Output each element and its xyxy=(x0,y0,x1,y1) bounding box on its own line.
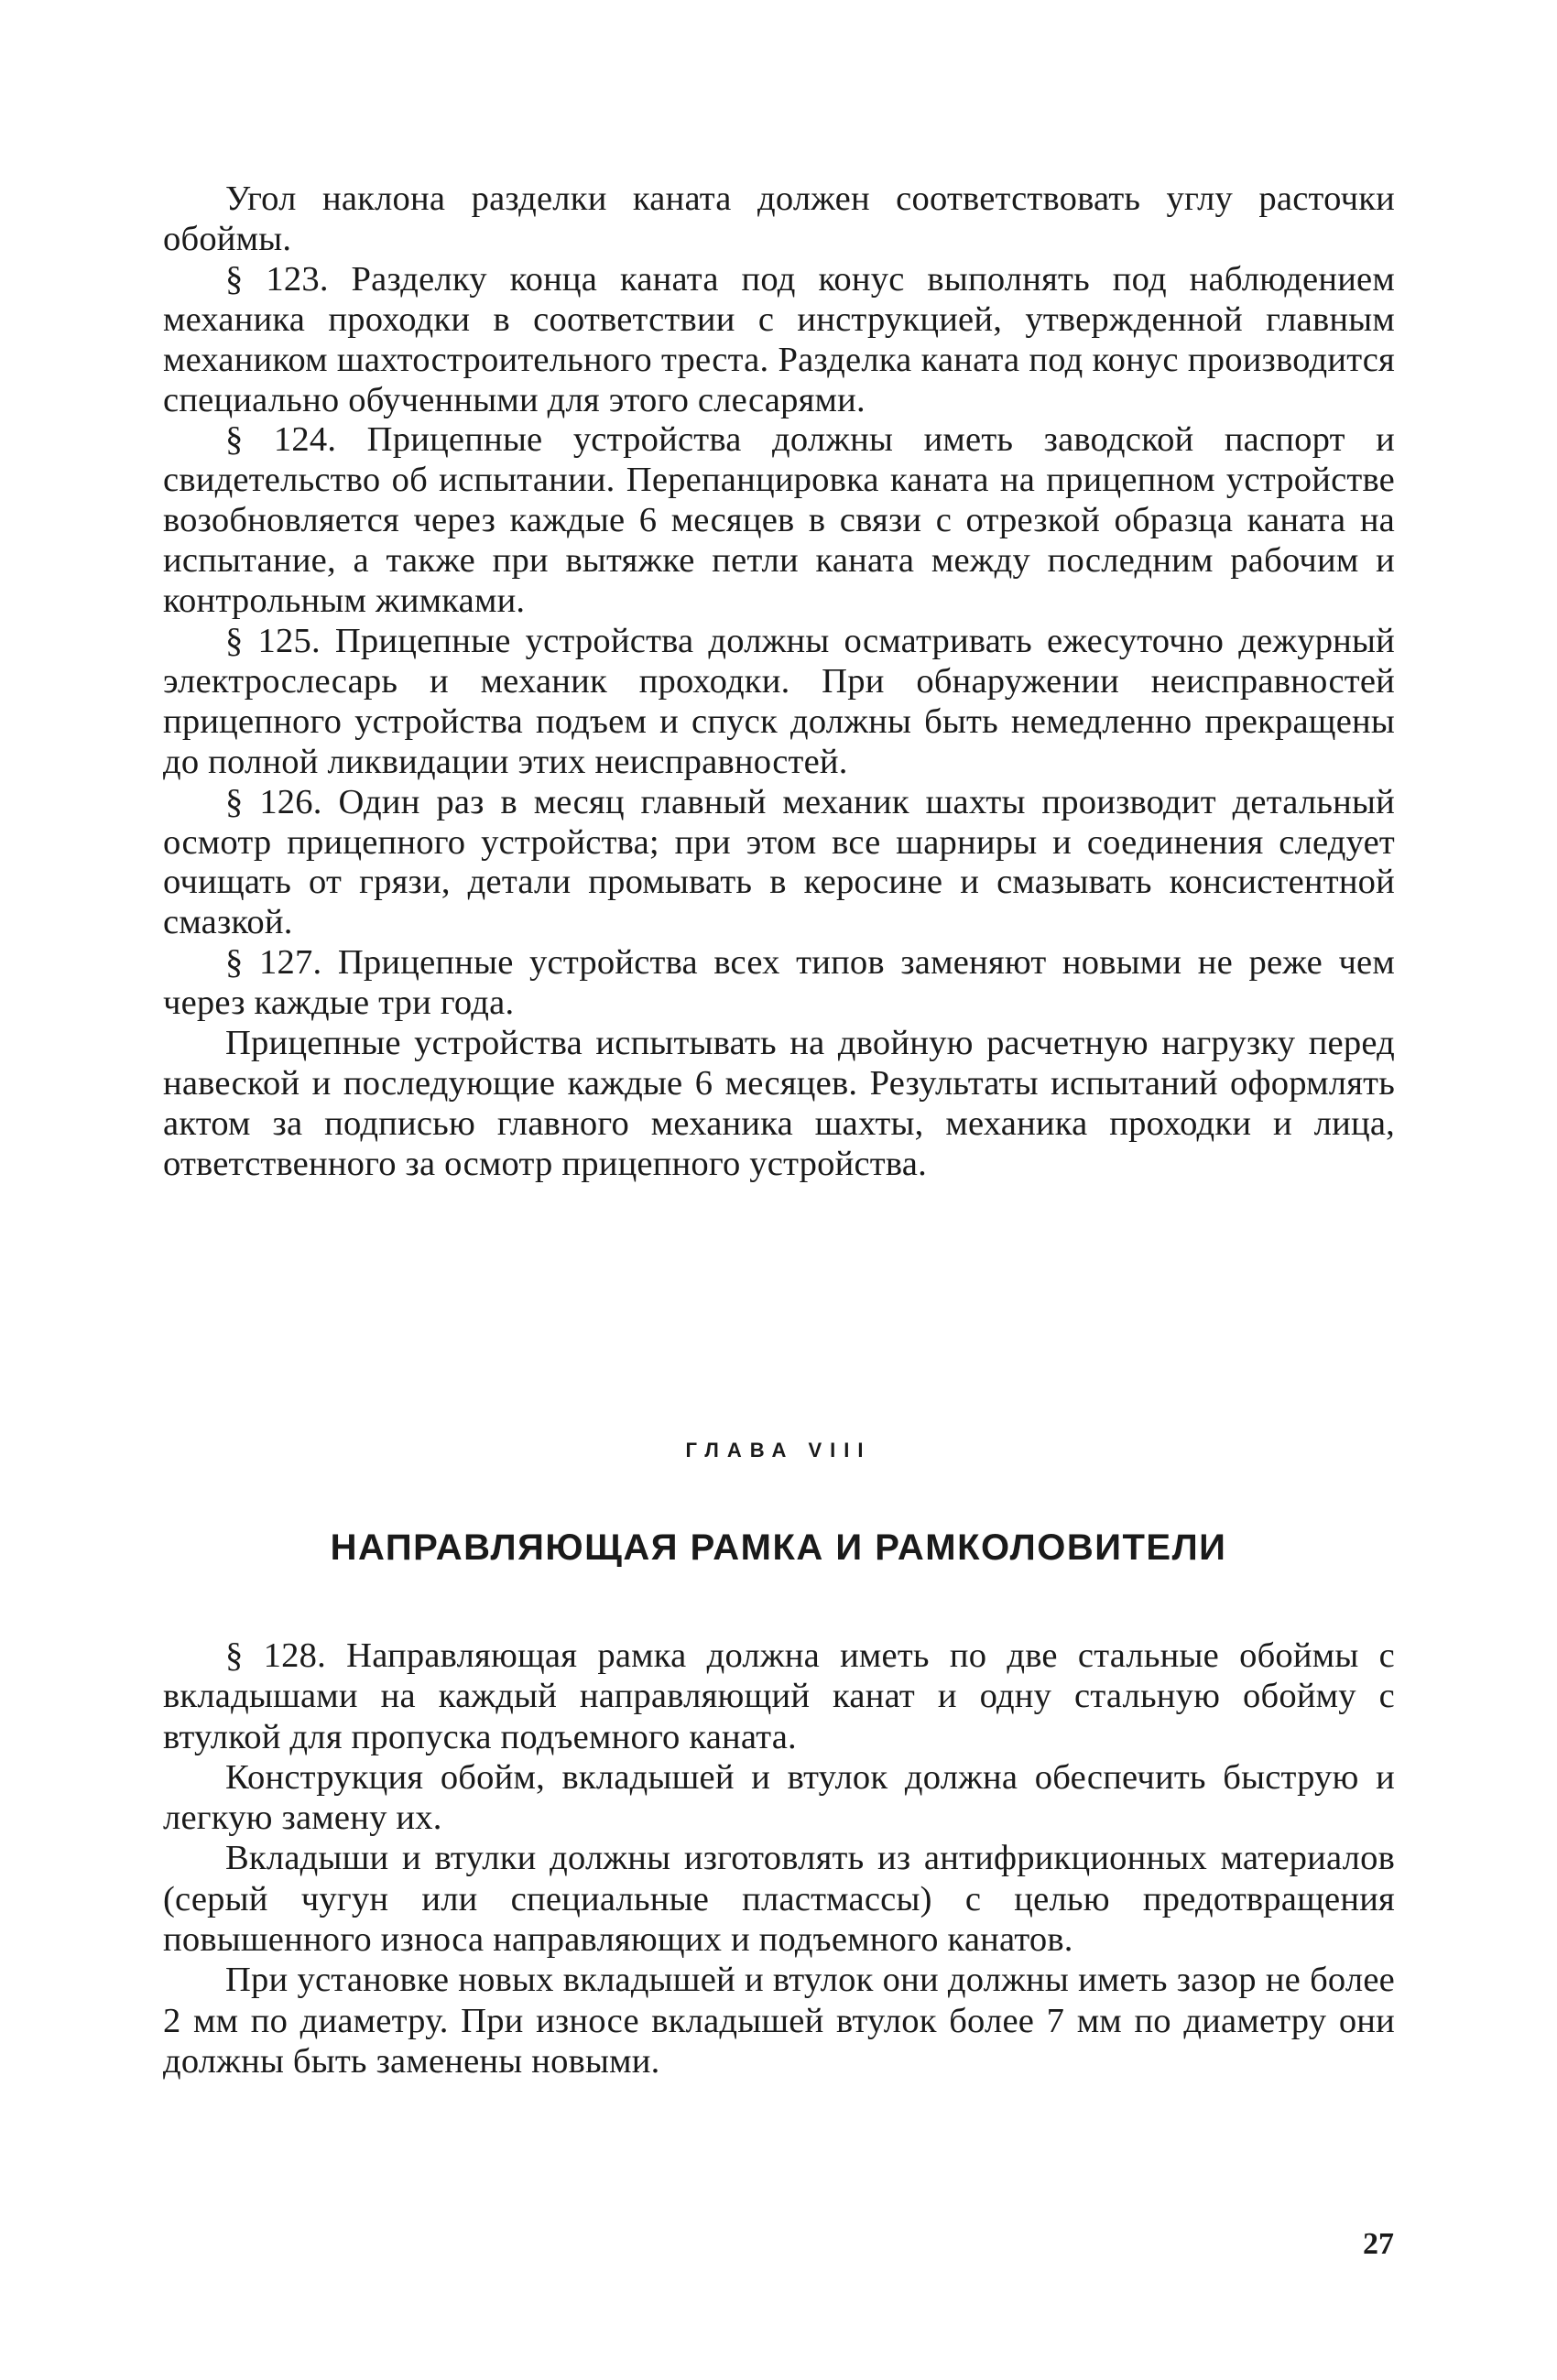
body-text-bottom xyxy=(163,1636,1395,2081)
paragraph-materials: Вкладыши и втулки должны изготовлять из антифрикционных материалов (серый чугун или специальные пластмассы) с целью предотвращения повышенного износа направляющих и подъемного канатов. xyxy=(163,1839,1395,1960)
paragraph-construction: Конструкция обойм, вкладышей и втулок должна обеспечить быструю и легкую замену их. xyxy=(163,1757,1395,1838)
page-number: 27 xyxy=(1363,2227,1394,2261)
body-text-top xyxy=(163,179,1395,1185)
paragraph-127: § 127. Прицепные устройства всех типов заменяют новыми не реже чем через каждые три года. xyxy=(163,943,1395,1023)
paragraph-124: § 124. Прицепные устройства должны иметь заводской паспорт и свидетельство об испытании. Перепанцировка каната на прицепном устройстве возобновляется через каждые 6 месяцев в связи с отрезкой образца каната на испытание, а также при вытяжке петли каната между последним рабочим и контрольным жимками. xyxy=(163,420,1395,621)
paragraph-125: § 125. Прицепные устройства должны осматривать ежесуточно дежурный электрослесарь и механик проходки. При обнаружении неисправностей прицепного устройства подъем и спуск должны быть немедленно прекращены до полной ликвидации этих неисправностей. xyxy=(163,621,1395,781)
chapter-label: ГЛАВА VIII xyxy=(685,1439,872,1462)
paragraph-angle: Угол наклона разделки каната должен соответствовать углу расточки обоймы. xyxy=(163,179,1395,258)
paragraph-clearance: При установке новых вкладышей и втулок они должны иметь зазор не более 2 мм по диаметру. При износе вкладышей втулок более 7 мм по диаметру они должны быть заменены новыми. xyxy=(163,1961,1395,2081)
paragraph-128: § 128. Направляющая рамка должна иметь по две стальные обоймы с вкладышами на каждый направляющий канат и одну стальную обойму с втулкой для пропуска подъемного каната. xyxy=(163,1636,1395,1756)
chapter-title: НАПРАВЛЯЮЩАЯ РАМКА И РАМКОЛОВИТЕЛИ xyxy=(330,1527,1227,1568)
paragraph-testing: Прицепные устройства испытывать на двойную расчетную нагрузку перед навеской и последующие каждые 6 месяцев. Результаты испытаний оформлять актом за подписью главного механика шахты, механика проходки и лица, ответственного за осмотр прицепного устройства. xyxy=(163,1024,1395,1183)
paragraph-123: § 123. Разделку конца каната под конус выполнять под наблюдением механика проходки в соответствии с инструкцией, утвержденной главным механиком шахтостроительного треста. Разделка каната под конус производится специально обученными для этого слесарями. xyxy=(163,259,1395,419)
paragraph-126: § 126. Один раз в месяц главный механик шахты производит детальный осмотр прицепного устройства; при этом все шарниры и соединения следует очищать от грязи, детали промывать в керосине и смазывать консистентной смазкой. xyxy=(163,782,1395,942)
